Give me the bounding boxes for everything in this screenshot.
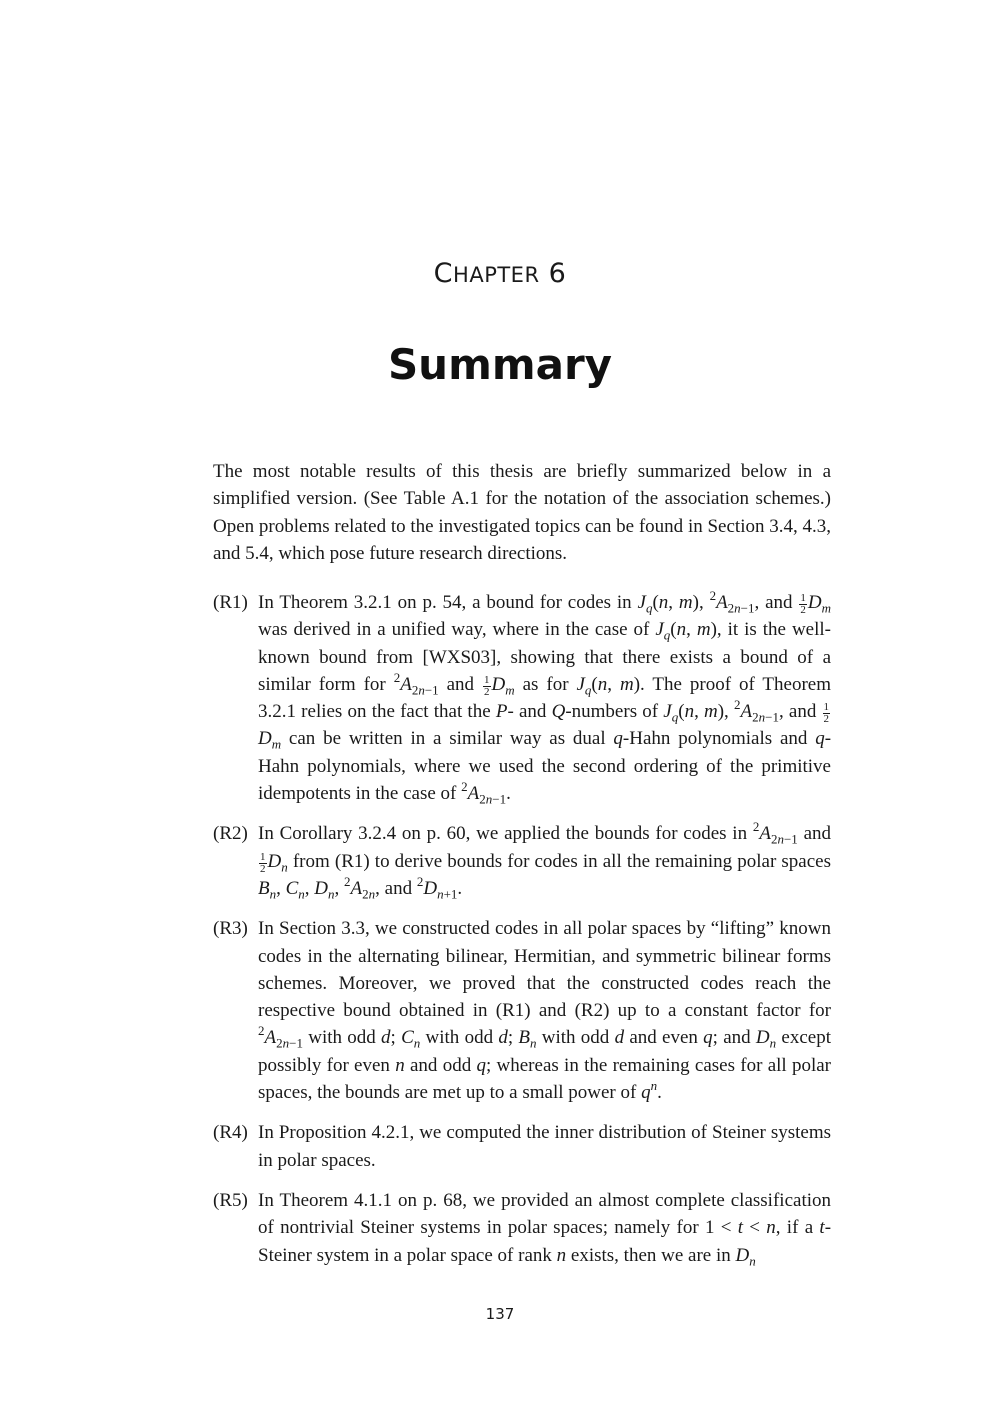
- result-tag: (R3): [213, 918, 248, 940]
- results-list: [213, 589, 831, 1282]
- result-r2: (R2) In Corollary 3.2.4 on p. 60, we applied the bounds for codes in $^2A_{2n-1}$ and $\frac{1}{2}$ $D_n$ from (R1) to derive bounds for codes in all the remaining polar spaces $B_n$, $C_n$, $D_n$, $^2A_{2n}$, and $^2D_{n+1}$.: [213, 819, 832, 902]
- result-r1: (R1) In Theorem 3.2.1 on p. 54, a bound for codes in $J_q(n$, m), $^2A_{2n-1}$, and $\frac{1}{2}$ $D_m$ was derived in a unified way, where in the case of $J_q(n$, m), it is the well-known bound from [WXS03], showing that there exists a bound of a similar form for $^2A_{2n-1}$ and $\frac{1}{2}$ $D_m$ as for $J_q(n$, m). The proof of Theorem 3.2.1 relies on the fact that the P- and Q-numbers of $J_q(n$, m), $^2A_{2n-1}$, and $\frac{1}{2}$ $D_m$ can be written in a similar way as dual q-Hahn polynomials and q-Hahn polynomials, where we used the second ordering of the primitive idempotents in the case of $^2A_{2n-1}$.: [213, 588, 832, 807]
- chapter-number: 6: [548, 258, 567, 289]
- result-tag: (R5): [213, 1189, 248, 1211]
- result-tag: (R1): [213, 592, 248, 613]
- result-r4: (R4) In Proposition 4.2.1, we computed the inner distribution of Steiner systems in polar spaces.: [213, 1119, 831, 1174]
- page-number: 137: [485, 1305, 515, 1323]
- chapter-title: Summary: [387, 340, 613, 389]
- result-tag: (R2): [213, 823, 248, 845]
- result-r3: (R3) In Section 3.3, we constructed codes in all polar spaces by “lifting” known codes in the alternating bilinear, Hermitian, and symmetric bilinear forms schemes. Moreover, we proved that the constructed codes reach the respective bound obtained in (R1) and (R2) up to a constant factor for $^2A_{2n-1}$ with odd d; $C_n$ with odd d; $B_n$ with odd d and even q; and $D_n$ except possibly for even n and odd q; whereas in the remaining cases for all polar spaces, the bounds are met up to a small power of $q^n$.: [213, 915, 831, 1106]
- chapter-label-initial: C: [433, 258, 454, 289]
- result-r5: (R5) In Theorem 4.1.1 on p. 68, we provided an almost complete classification of nontrivial Steiner systems in polar spaces; namely for 1 < t < n, if a t-Steiner system in a polar space of rank n exists, then we are in $D_n$: [213, 1187, 831, 1269]
- result-tag: (R4): [213, 1122, 248, 1144]
- chapter-label-rest: HAPTER: [453, 263, 540, 287]
- chapter-label: [0, 258, 1000, 289]
- intro-paragraph: The most notable results of this thesis are briefly summarized below in a simplified version. (See Table A.1 for the notation of the association schemes.) Open problems related to the investigated topics can be found in Section 3.4, 4.3, and 5.4, which pose future research directions.: [213, 461, 831, 564]
